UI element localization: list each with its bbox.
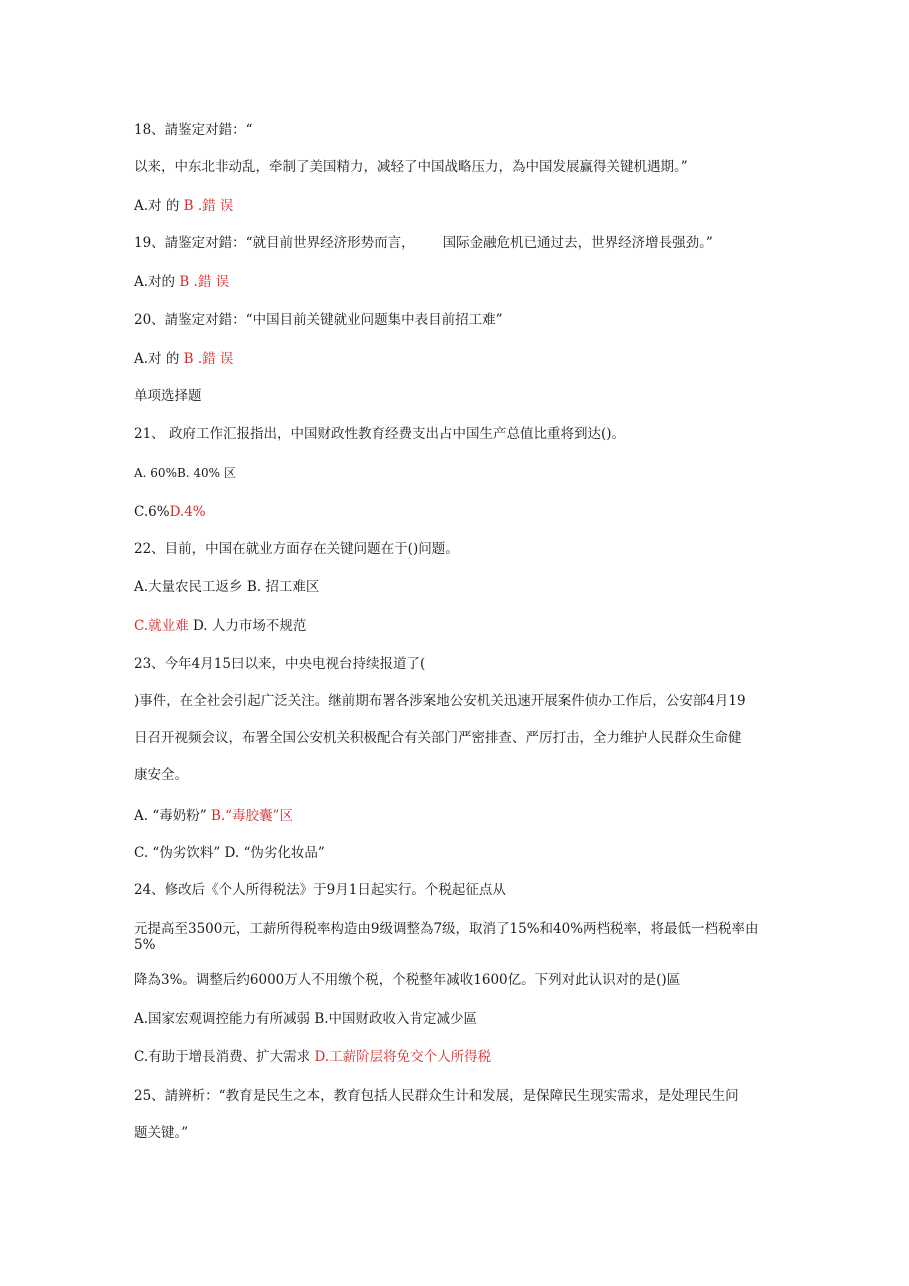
question-23-body-3: 康安全。 xyxy=(134,767,188,783)
question-19-title-part2: 国际金融危机已通过去，世界经济增長强劲。” xyxy=(442,235,713,251)
question-19-title xyxy=(134,234,713,252)
option-a: A. “毒奶粉” xyxy=(134,808,207,824)
question-23-title: 23、今年4月15曰以来，中央电视台持续报道了( xyxy=(134,656,426,672)
answer-option-b: B .錯 误 xyxy=(179,274,230,290)
option-d: D. 人力市场不规范 xyxy=(192,618,307,634)
question-21-options-cd xyxy=(134,503,206,521)
question-23-body-1: )事件，在全社会引起广泛关注。继前期布署各涉案地公安机关迅速开展案件侦办工作后，公安部4月19 xyxy=(134,693,746,709)
question-21-options-ab: A. 60%B. 40% 区 xyxy=(134,466,236,480)
question-25-title: 25、請辨析：“教育是民生之本，教育包括人民群众生计和发展，是保障民生现实需求，是处理民生问 xyxy=(134,1088,739,1104)
question-25-body: 题关键。” xyxy=(134,1125,189,1141)
section-title: 单项选择题 xyxy=(134,388,202,404)
question-24-body-1: 元提高至3500元，工薪所得税率构造由9级调整為7级，取消了15%和40%两档税率，将最低一档税率由 xyxy=(134,921,759,937)
answer-option-d: D.工薪阶层将免交个人所得税 xyxy=(314,1049,492,1065)
question-18-title: 18、請鉴定对錯：“ xyxy=(134,122,253,138)
question-24-title: 24、修改后《个人所得税法》于9月1日起实行。个税起征点从 xyxy=(134,882,506,898)
question-23-options-cd: C. “伪劣饮料” D. “伪劣化妆品” xyxy=(134,845,325,861)
question-22-title: 22、目前，中国在就业方面存在关键问题在于()问题。 xyxy=(134,541,459,557)
question-24-body-2: 降為3%。调整后约6000万人不用缴个税，个税整年减收1600亿。下列对此认识对的是()區 xyxy=(134,972,681,988)
question-20-options xyxy=(134,350,233,368)
question-19-options xyxy=(134,273,229,291)
question-23-body-2: 日召开视频会议，布署全国公安机关积极配合有关部门严密排查、严厉打击，全力维护人民群众生命健 xyxy=(134,730,742,746)
option-a: A.对 的 xyxy=(134,351,180,367)
answer-option-b: B.“毒胶囊”区 xyxy=(210,808,293,824)
question-24-options-cd xyxy=(134,1048,491,1066)
option-a: A.对 的 xyxy=(134,198,180,214)
question-24-options-ab: A.国家宏观调控能力有所减弱 B.中国财政收入肯定减少區 xyxy=(134,1011,478,1027)
question-18-body: 以来，中东北非动乱，牵制了美国精力，减轻了中国战略压力，為中国发展赢得关键机遇期。” xyxy=(134,159,688,175)
question-22-options-ab: A.大量农民工返乡 B. 招工难区 xyxy=(134,579,320,595)
question-22-options-cd xyxy=(134,617,306,635)
question-23-options-ab xyxy=(134,807,293,825)
option-c: C.有助于增長消费、扩大需求 xyxy=(134,1049,311,1065)
option-a: A.对的 xyxy=(134,274,176,290)
question-18-options xyxy=(134,197,233,215)
question-24-body-1b: 5% xyxy=(134,937,156,953)
answer-option-b: B .錯 误 xyxy=(183,198,234,214)
question-21-title: 21、 政府工作汇报指出，中国财政性教育经费支出占中国生产总值比重将到达()。 xyxy=(134,426,626,442)
answer-option-c: C.就业难 xyxy=(134,618,189,634)
answer-option-b: B .錯 误 xyxy=(183,351,234,367)
question-20-title: 20、請鉴定对錯：“中国目前关键就业问题集中表目前招工难” xyxy=(134,312,503,328)
answer-option-d: D.4% xyxy=(169,504,206,520)
question-19-title-part1: 19、請鉴定对錯：“就目前世界经济形势而言， xyxy=(134,235,415,251)
option-c: C.6% xyxy=(134,504,170,520)
